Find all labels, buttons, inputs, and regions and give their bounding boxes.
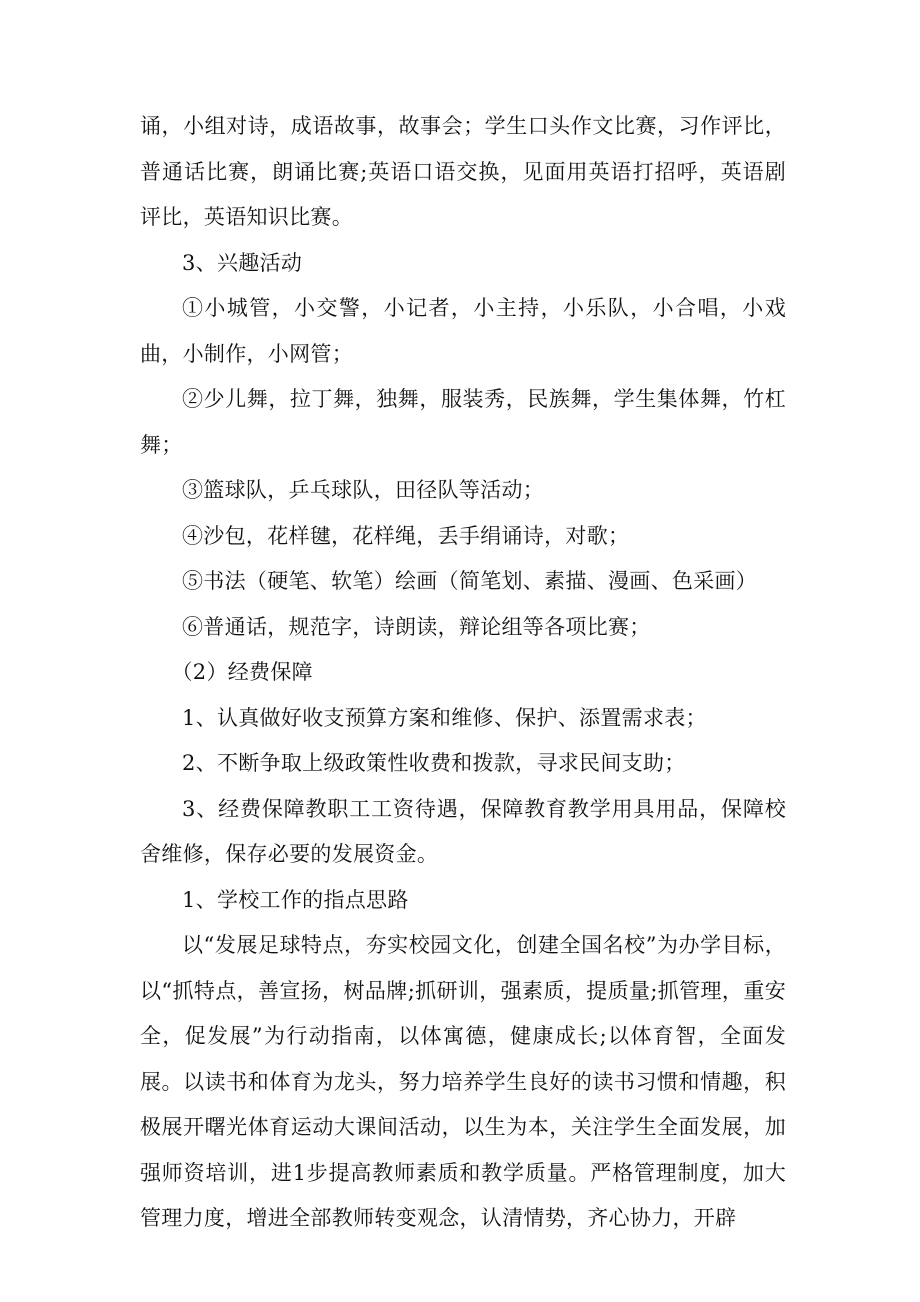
- list-item-4: ④沙包，花样毽，花样绳，丢手绢诵诗，对歌；: [182, 523, 630, 548]
- list-item-1: ①小城管，小交警，小记者，小主持，小乐队，小合唱，小戏曲，小制作，小网管；: [140, 296, 786, 366]
- heading-funding: （2）经费保障: [171, 660, 313, 684]
- paragraph-guiding-ideas: 以“发展足球特点，夯实校园文化，创建全国名校”为办学目标，以“抓特点，善宣扬，树品牌;抓研训，强素质，提质量;抓管理，重安全，促发展”为行动指南，以体寓德，健康成长;以体育智，全面发展。以读书和体育为龙头，努力培养学生良好的读书习惯和情趣，积极展开曙光体育运动大课间活动，以生为本，关注学生全面发展，加强师资培训，进1步提高教师素质和教学质量。严格管理制度，加大管理力度，增进全部教师转变观念，认清情势，齐心协力，开辟: [140, 933, 786, 1230]
- heading-interest-activities: 3、兴趣活动: [182, 250, 303, 275]
- funding-item-1: 1、认真做好收支预算方案和维修、保护、添置需求表；: [182, 705, 707, 730]
- list-item-5: ⑤书法（硬笔、软笔）绘画（简笔划、素描、漫画、色采画）: [182, 569, 758, 593]
- list-item-3: ③篮球队，乒乓球队，田径队等活动；: [182, 478, 545, 502]
- heading-guiding-ideas: 1、学校工作的指点思路: [182, 887, 409, 912]
- document-body: [140, 104, 786, 1242]
- list-item-6: ⑥普通话，规范字，诗朗读，辩论组等各项比赛；: [182, 614, 651, 639]
- funding-item-2: 2、不断争取上级政策性收费和拨款，寻求民间支助；: [182, 751, 686, 775]
- funding-item-3: 3、经费保障教职工工资待遇，保障教育教学用具用品，保障校舍维修，保存必要的发展资金。: [140, 796, 786, 866]
- paragraph-continuation: 诵，小组对诗，成语故事，故事会；学生口头作文比赛，习作评比，普通话比赛，朗诵比赛;英语口语交换，见面用英语打招呼，英语剧评比，英语知识比赛。: [140, 114, 786, 229]
- list-item-2: ②少儿舞，拉丁舞，独舞，服装秀，民族舞，学生集体舞，竹杠舞；: [140, 387, 786, 457]
